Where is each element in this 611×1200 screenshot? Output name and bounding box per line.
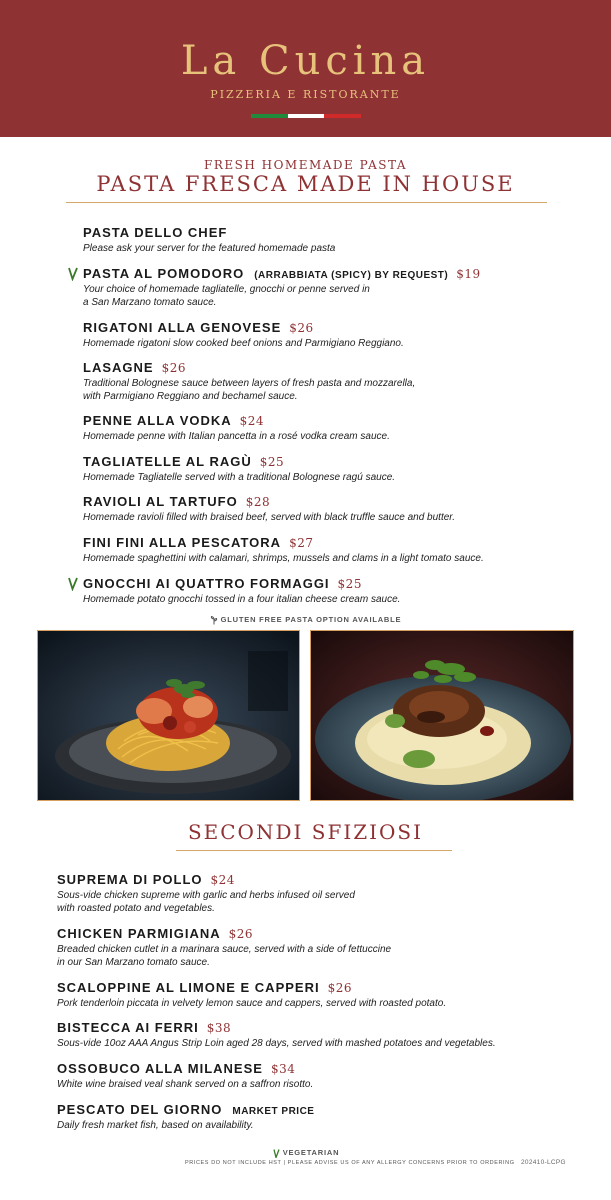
menu-item-heading	[57, 872, 355, 887]
description-line: Homemade penne with Italian pancetta in a rosé vodka cream sauce.	[83, 431, 390, 442]
legal-note: PRICES DO NOT INCLUDE HST | PLEASE ADVISE US OF ANY ALLERGY CONCERNS PRIOR TO ORDERING	[185, 1160, 515, 1166]
description-line: with Parmigiano Reggiano and bechamel sauce.	[83, 390, 298, 402]
menu-item-name: SCALOPPINE AL LIMONE E CAPPERI	[57, 980, 320, 995]
menu-item-heading	[83, 266, 481, 281]
menu-item-price: $25	[337, 577, 362, 591]
description-line: Sous-vide 10oz AAA Angus Strip Loin aged 28 days, served with mashed potatoes and vegetables.	[57, 1038, 496, 1049]
menu-item-description	[83, 243, 335, 256]
menu-item-name: RIGATONI ALLA GENOVESE	[83, 320, 282, 335]
gluten-free-icon	[210, 616, 218, 625]
menu-item-price: $24	[210, 873, 235, 887]
italian-flag-stripe	[251, 114, 361, 118]
description-line: Homemade spaghettini with calamari, shrimps, mussels and clams in a light tomato sauce.	[83, 553, 484, 564]
menu-item-price: $27	[289, 536, 314, 550]
menu-item-heading	[83, 320, 404, 335]
section-kicker: FRESH HOMEMADE PASTA	[204, 158, 407, 172]
menu-item-name: GNOCCHI AI QUATTRO FORMAGGI	[83, 576, 330, 591]
vegetarian-label: VEGETARIAN	[282, 1148, 340, 1157]
menu-item-description	[83, 284, 481, 309]
menu-item	[57, 926, 391, 969]
menu-item	[83, 576, 400, 607]
menu-item-description	[57, 890, 355, 915]
menu-item-note: MARKET PRICE	[232, 1106, 315, 1117]
description-line: with roasted potato and vegetables.	[57, 902, 215, 914]
menu-item-description	[83, 594, 400, 607]
menu-item-heading	[83, 454, 395, 469]
description-line: Your choice of homemade tagliatelle, gnocchi or penne served in	[83, 284, 370, 295]
menu-item-price: $24	[239, 414, 265, 428]
menu-item-name: FINI FINI ALLA PESCATORA	[83, 535, 282, 550]
description-line: White wine braised veal shank served on a saffron risotto.	[57, 1079, 314, 1090]
menu-item-description	[83, 431, 390, 444]
menu-item-description	[57, 1120, 314, 1133]
menu-item	[57, 1020, 496, 1051]
menu-item	[57, 980, 446, 1011]
menu-item-heading	[83, 494, 455, 509]
menu-item	[83, 494, 455, 525]
section-title-secondi: SECONDI SFIZIOSI	[187, 820, 424, 844]
menu-item	[83, 266, 481, 309]
menu-item-name: PASTA DELLO CHEF	[83, 225, 228, 240]
menu-item-price: $26	[228, 927, 254, 941]
menu-item-description	[83, 378, 415, 403]
description-line: in our San Marzano tomato sauce.	[57, 956, 210, 968]
description-line: Homemade ravioli filled with braised beef, served with black truffle sauce and butter.	[83, 512, 456, 523]
menu-item	[83, 454, 395, 485]
section-title-pasta: PASTA FRESCA MADE IN HOUSE	[96, 172, 515, 196]
menu-item	[83, 535, 484, 566]
menu-item-description	[57, 1038, 496, 1051]
description-line: Homemade potato gnocchi tossed in a four italian cheese cream sauce.	[83, 594, 401, 605]
menu-item-name: RAVIOLI AL TARTUFO	[83, 494, 238, 509]
menu-item-heading	[57, 1020, 496, 1035]
menu-item-price: $38	[206, 1021, 232, 1035]
menu-item	[57, 1102, 314, 1133]
brand-logo: La Cucina	[180, 38, 431, 84]
description-line: Traditional Bolognese sauce between layers of fresh pasta and mozzarella,	[83, 378, 416, 389]
menu-item-heading	[57, 1061, 313, 1076]
menu-item-description	[57, 1079, 313, 1092]
menu-item-price: $25	[259, 455, 285, 469]
vegetarian-legend	[0, 1148, 611, 1158]
gluten-free-label: GLUTEN FREE PASTA OPTION AVAILABLE	[220, 615, 402, 624]
menu-item-name: PESCATO DEL GIORNO	[57, 1102, 223, 1117]
menu-item-description	[57, 998, 446, 1011]
dish-photo-ossobuco	[310, 630, 574, 801]
menu-item	[83, 225, 335, 256]
menu-item-heading	[83, 225, 335, 240]
menu-item-name: TAGLIATELLE AL RAGÙ	[83, 454, 252, 469]
menu-item-description	[83, 338, 404, 351]
menu-code: 202410-LCPG	[521, 1159, 566, 1166]
menu-item-note: (ARRABBIATA (SPICY) BY REQUEST)	[254, 270, 449, 281]
menu-item-heading	[57, 926, 391, 941]
menu-item-description	[83, 472, 395, 485]
menu-item-description	[83, 553, 484, 566]
description-line: Sous-vide chicken supreme with garlic and herbs infused oil served	[57, 890, 355, 901]
vegetarian-icon	[67, 267, 79, 281]
brand-subtitle: PIZZERIA E RISTORANTE	[210, 88, 401, 101]
menu-item-price: $26	[161, 361, 186, 375]
menu-item	[83, 320, 404, 351]
menu-item	[83, 413, 390, 444]
menu-item-name: BISTECCA AI FERRI	[57, 1020, 199, 1035]
menu-item-name: LASAGNE	[83, 360, 154, 375]
menu-item-heading	[57, 980, 446, 995]
menu-item	[57, 1061, 313, 1092]
description-line: Please ask your server for the featured homemade pasta	[83, 243, 336, 254]
gluten-free-note	[0, 615, 611, 625]
menu-item-heading	[83, 535, 484, 550]
menu-item-description	[83, 512, 455, 525]
vegetarian-icon	[272, 1149, 280, 1158]
section-divider	[176, 850, 452, 851]
description-line: Homemade Tagliatelle served with a traditional Bolognese ragú sauce.	[83, 472, 396, 483]
menu-item	[57, 872, 355, 915]
menu-item-price: $34	[270, 1062, 296, 1076]
menu-item-heading	[83, 413, 390, 428]
header-banner	[0, 0, 611, 137]
description-line: a San Marzano tomato sauce.	[83, 296, 217, 308]
description-line: Daily fresh market fish, based on availability.	[57, 1120, 254, 1131]
menu-item-name: OSSOBUCO ALLA MILANESE	[57, 1061, 263, 1076]
section-divider	[66, 202, 547, 203]
vegetarian-icon	[67, 577, 79, 591]
menu-item-name: PENNE ALLA VODKA	[83, 413, 232, 428]
dish-photo-spaghetti	[37, 630, 300, 801]
menu-item-heading	[57, 1102, 314, 1117]
menu-item-name: SUPREMA DI POLLO	[57, 872, 203, 887]
menu-item-heading	[83, 360, 415, 375]
menu-item-description	[57, 944, 391, 969]
description-line: Breaded chicken cutlet in a marinara sauce, served with a side of fettuccine	[57, 944, 392, 955]
description-line: Homemade rigatoni slow cooked beef onions and Parmigiano Reggiano.	[83, 338, 404, 349]
menu-item-price: $26	[327, 981, 352, 995]
menu-item	[83, 360, 415, 403]
menu-item-price: $26	[289, 321, 314, 335]
menu-item-price: $19	[456, 267, 481, 281]
description-line: Pork tenderloin piccata in velvety lemon sauce and cappers, served with roasted potato.	[57, 998, 447, 1009]
menu-item-name: CHICKEN PARMIGIANA	[57, 926, 221, 941]
menu-item-name: PASTA AL POMODORO	[83, 266, 245, 281]
menu-item-heading	[83, 576, 400, 591]
menu-item-price: $28	[245, 495, 271, 509]
